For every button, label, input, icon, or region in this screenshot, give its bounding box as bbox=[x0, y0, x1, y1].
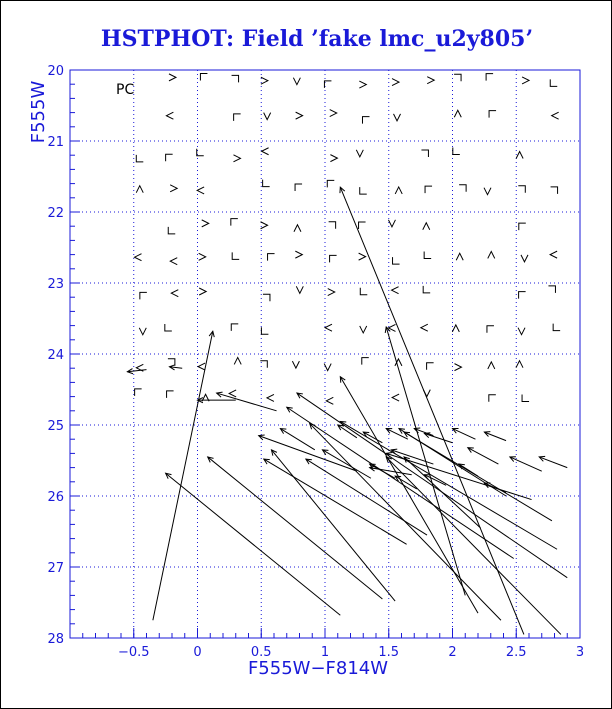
data-arrow bbox=[259, 435, 357, 471]
recovery-marker bbox=[202, 220, 209, 227]
recovery-marker bbox=[487, 326, 494, 333]
data-arrow bbox=[340, 421, 557, 549]
recovery-marker bbox=[199, 253, 206, 260]
arrow-shaft bbox=[370, 468, 412, 475]
recovery-marker bbox=[329, 222, 336, 229]
recovery-marker bbox=[197, 187, 204, 194]
recovery-marker bbox=[330, 155, 337, 162]
recovery-marker bbox=[263, 294, 270, 301]
recovery-marker bbox=[136, 155, 143, 162]
recovery-marker bbox=[454, 364, 461, 371]
recovery-marker bbox=[388, 220, 395, 227]
y-tick-label: 25 bbox=[47, 419, 64, 434]
recovery-marker bbox=[360, 288, 367, 295]
recovery-marker bbox=[519, 223, 526, 230]
recovery-marker bbox=[231, 324, 238, 331]
recovery-marker bbox=[488, 251, 495, 258]
arrow-shaft bbox=[510, 457, 542, 471]
recovery-marker bbox=[423, 286, 430, 293]
recovery-marker bbox=[552, 112, 559, 119]
arrow-head bbox=[287, 407, 293, 412]
recovery-marker bbox=[551, 187, 558, 194]
recovery-marker bbox=[261, 327, 268, 334]
arrow-shaft bbox=[306, 459, 427, 535]
recovery-marker bbox=[325, 324, 332, 331]
y-tick-label: 22 bbox=[47, 206, 64, 221]
recovery-marker bbox=[171, 290, 178, 297]
recovery-marker bbox=[356, 150, 363, 157]
y-tick-label: 23 bbox=[47, 277, 64, 292]
recovery-marker bbox=[362, 358, 369, 365]
recovery-marker bbox=[166, 154, 173, 161]
recovery-marker bbox=[198, 363, 205, 370]
data-arrow bbox=[484, 432, 506, 441]
arrow-shaft bbox=[166, 473, 341, 615]
x-tick-label: 3 bbox=[575, 645, 585, 660]
x-tick-label: 2.5 bbox=[505, 645, 527, 660]
recovery-marker bbox=[330, 110, 337, 117]
recovery-marker bbox=[421, 150, 428, 157]
x-tick-label: 0 bbox=[193, 645, 202, 660]
recovery-marker bbox=[518, 328, 525, 335]
recovery-marker bbox=[427, 77, 434, 84]
tick-labels bbox=[47, 64, 584, 660]
data-arrow bbox=[340, 377, 478, 613]
data-arrow bbox=[459, 464, 478, 476]
data-arrow bbox=[468, 448, 499, 464]
recovery-marker bbox=[550, 251, 557, 258]
recovery-marker bbox=[359, 81, 366, 88]
recovery-marker bbox=[421, 324, 428, 331]
arrow-head bbox=[280, 429, 286, 434]
x-tick-label: 1 bbox=[320, 645, 330, 660]
recovery-marker bbox=[516, 361, 523, 368]
recovery-marker bbox=[328, 289, 335, 296]
recovery-marker bbox=[392, 287, 399, 294]
arrow-head bbox=[306, 459, 312, 464]
recovery-marker bbox=[233, 155, 240, 162]
data-arrow bbox=[127, 369, 146, 374]
arrow-shaft bbox=[468, 448, 499, 464]
recovery-marker bbox=[454, 110, 461, 117]
recovery-marker bbox=[548, 286, 555, 293]
recovery-marker bbox=[359, 222, 366, 229]
arrow-shaft bbox=[539, 457, 567, 468]
data-arrow bbox=[484, 483, 506, 493]
recovery-marker bbox=[327, 180, 334, 187]
data-arrow bbox=[424, 475, 446, 486]
y-tick-label: 24 bbox=[47, 348, 64, 363]
recovery-marker bbox=[136, 186, 143, 193]
recovery-marker bbox=[293, 78, 300, 85]
recovery-marker bbox=[423, 223, 430, 230]
recovery-marker bbox=[425, 186, 432, 193]
x-tick-label: 1.5 bbox=[378, 645, 400, 660]
arrow-shaft bbox=[424, 434, 452, 443]
recovery-marker bbox=[360, 187, 367, 194]
recovery-marker bbox=[330, 255, 337, 262]
recovery-marker bbox=[489, 395, 496, 402]
data-arrow bbox=[280, 429, 314, 450]
data-arrow bbox=[414, 428, 433, 436]
data-arrow bbox=[271, 450, 395, 601]
data-arrows bbox=[127, 74, 567, 635]
y-tick-label: 20 bbox=[47, 64, 64, 79]
arrow-shaft bbox=[153, 331, 213, 620]
data-arrow bbox=[166, 473, 341, 615]
recovery-marker bbox=[169, 74, 176, 81]
data-arrow bbox=[217, 392, 277, 411]
y-tick-label: 26 bbox=[47, 490, 64, 505]
data-arrow bbox=[153, 331, 214, 620]
data-arrow bbox=[510, 457, 542, 471]
y-tick-label: 27 bbox=[47, 561, 64, 576]
recovery-marker bbox=[295, 251, 302, 258]
x-tick-label: 0.5 bbox=[250, 645, 272, 660]
recovery-marker bbox=[261, 222, 268, 229]
recovery-marker bbox=[393, 257, 400, 264]
recovery-marker bbox=[296, 286, 303, 293]
arrow-shaft bbox=[386, 457, 561, 635]
x-tick-label: 2 bbox=[448, 645, 457, 660]
recovery-marker bbox=[522, 395, 529, 402]
recovery-marker bbox=[296, 112, 303, 119]
recovery-marker bbox=[324, 364, 331, 371]
recovery-marker bbox=[167, 391, 174, 398]
recovery-marker bbox=[456, 253, 463, 260]
arrow-shaft bbox=[484, 432, 506, 441]
recovery-marker bbox=[165, 324, 172, 331]
y-tick-label: 28 bbox=[47, 632, 64, 647]
recovery-marker bbox=[519, 292, 526, 299]
recovery-marker bbox=[392, 394, 399, 401]
recovery-marker bbox=[516, 152, 523, 159]
arrow-shaft bbox=[340, 377, 478, 613]
arrow-shaft bbox=[453, 429, 476, 440]
recovery-marker bbox=[553, 324, 560, 331]
recovery-marker bbox=[392, 79, 399, 86]
recovery-marker bbox=[264, 113, 271, 120]
recovery-marker bbox=[232, 252, 239, 259]
recovery-marker bbox=[295, 184, 302, 191]
recovery-marker bbox=[521, 255, 528, 262]
data-arrow bbox=[306, 459, 427, 535]
x-axis-label: F555W−F814W bbox=[247, 658, 389, 679]
recovery-marker bbox=[168, 227, 175, 234]
recovery-marker bbox=[522, 77, 529, 84]
data-arrow bbox=[453, 428, 476, 439]
recovery-marker bbox=[267, 394, 274, 401]
recovery-marker bbox=[234, 357, 241, 364]
recovery-marker bbox=[234, 114, 241, 121]
recovery-marker bbox=[424, 252, 431, 259]
recovery-marker bbox=[135, 254, 142, 261]
recovery-marker bbox=[139, 328, 146, 335]
recovery-marker bbox=[170, 258, 177, 265]
recovery-marker bbox=[294, 225, 301, 232]
recovery-marker bbox=[261, 77, 268, 84]
recovery-marker bbox=[232, 75, 239, 82]
recovery-marker bbox=[231, 219, 238, 226]
y-tick-label: 21 bbox=[47, 135, 64, 150]
recovery-marker bbox=[362, 117, 369, 124]
arrow-shaft bbox=[340, 421, 557, 549]
recovery-marker bbox=[550, 79, 557, 86]
recovery-marker bbox=[199, 288, 206, 295]
recovery-marker bbox=[488, 362, 495, 369]
arrow-shaft bbox=[280, 429, 314, 450]
recovery-marker bbox=[263, 180, 270, 187]
recovery-marker bbox=[484, 188, 491, 195]
data-arrow bbox=[386, 457, 561, 635]
recovery-marker bbox=[268, 254, 275, 261]
recovery-marker bbox=[452, 325, 459, 332]
chart-title: HSTPHOT: Field ’fake lmc_u2y805’ bbox=[100, 26, 534, 52]
recovery-marker bbox=[427, 363, 434, 370]
recovery-marker bbox=[262, 148, 269, 155]
arrow-shaft bbox=[217, 393, 277, 411]
recovery-marker bbox=[170, 185, 177, 192]
recovery-marker bbox=[140, 292, 147, 299]
recovery-marker bbox=[360, 326, 367, 333]
recovery-marker bbox=[292, 361, 299, 368]
arrow-shaft bbox=[259, 436, 357, 472]
recovery-marker bbox=[395, 187, 402, 194]
arrow-shaft bbox=[484, 483, 506, 492]
recovery-marker bbox=[326, 397, 333, 404]
y-axis-label: F555W bbox=[28, 80, 49, 144]
arrow-shaft bbox=[459, 464, 478, 476]
arrow-shaft bbox=[271, 450, 395, 601]
arrow-shaft bbox=[424, 475, 446, 486]
recovery-marker bbox=[229, 390, 236, 397]
recovery-marker bbox=[135, 389, 142, 396]
recovery-marker bbox=[459, 185, 466, 192]
recovery-marker bbox=[200, 74, 207, 81]
x-tick-label: −0.5 bbox=[117, 645, 150, 660]
recovery-marker bbox=[454, 74, 461, 81]
recovery-marker bbox=[489, 111, 496, 118]
data-arrow bbox=[539, 456, 567, 467]
recovery-marker bbox=[518, 186, 525, 193]
data-arrow bbox=[169, 365, 182, 370]
recovery-marker bbox=[453, 147, 460, 154]
recovery-marker bbox=[359, 253, 366, 260]
recovery-marker bbox=[394, 114, 401, 121]
panel-label: PC bbox=[116, 82, 135, 98]
recovery-marker bbox=[166, 112, 173, 119]
recovery-marker bbox=[486, 74, 493, 81]
